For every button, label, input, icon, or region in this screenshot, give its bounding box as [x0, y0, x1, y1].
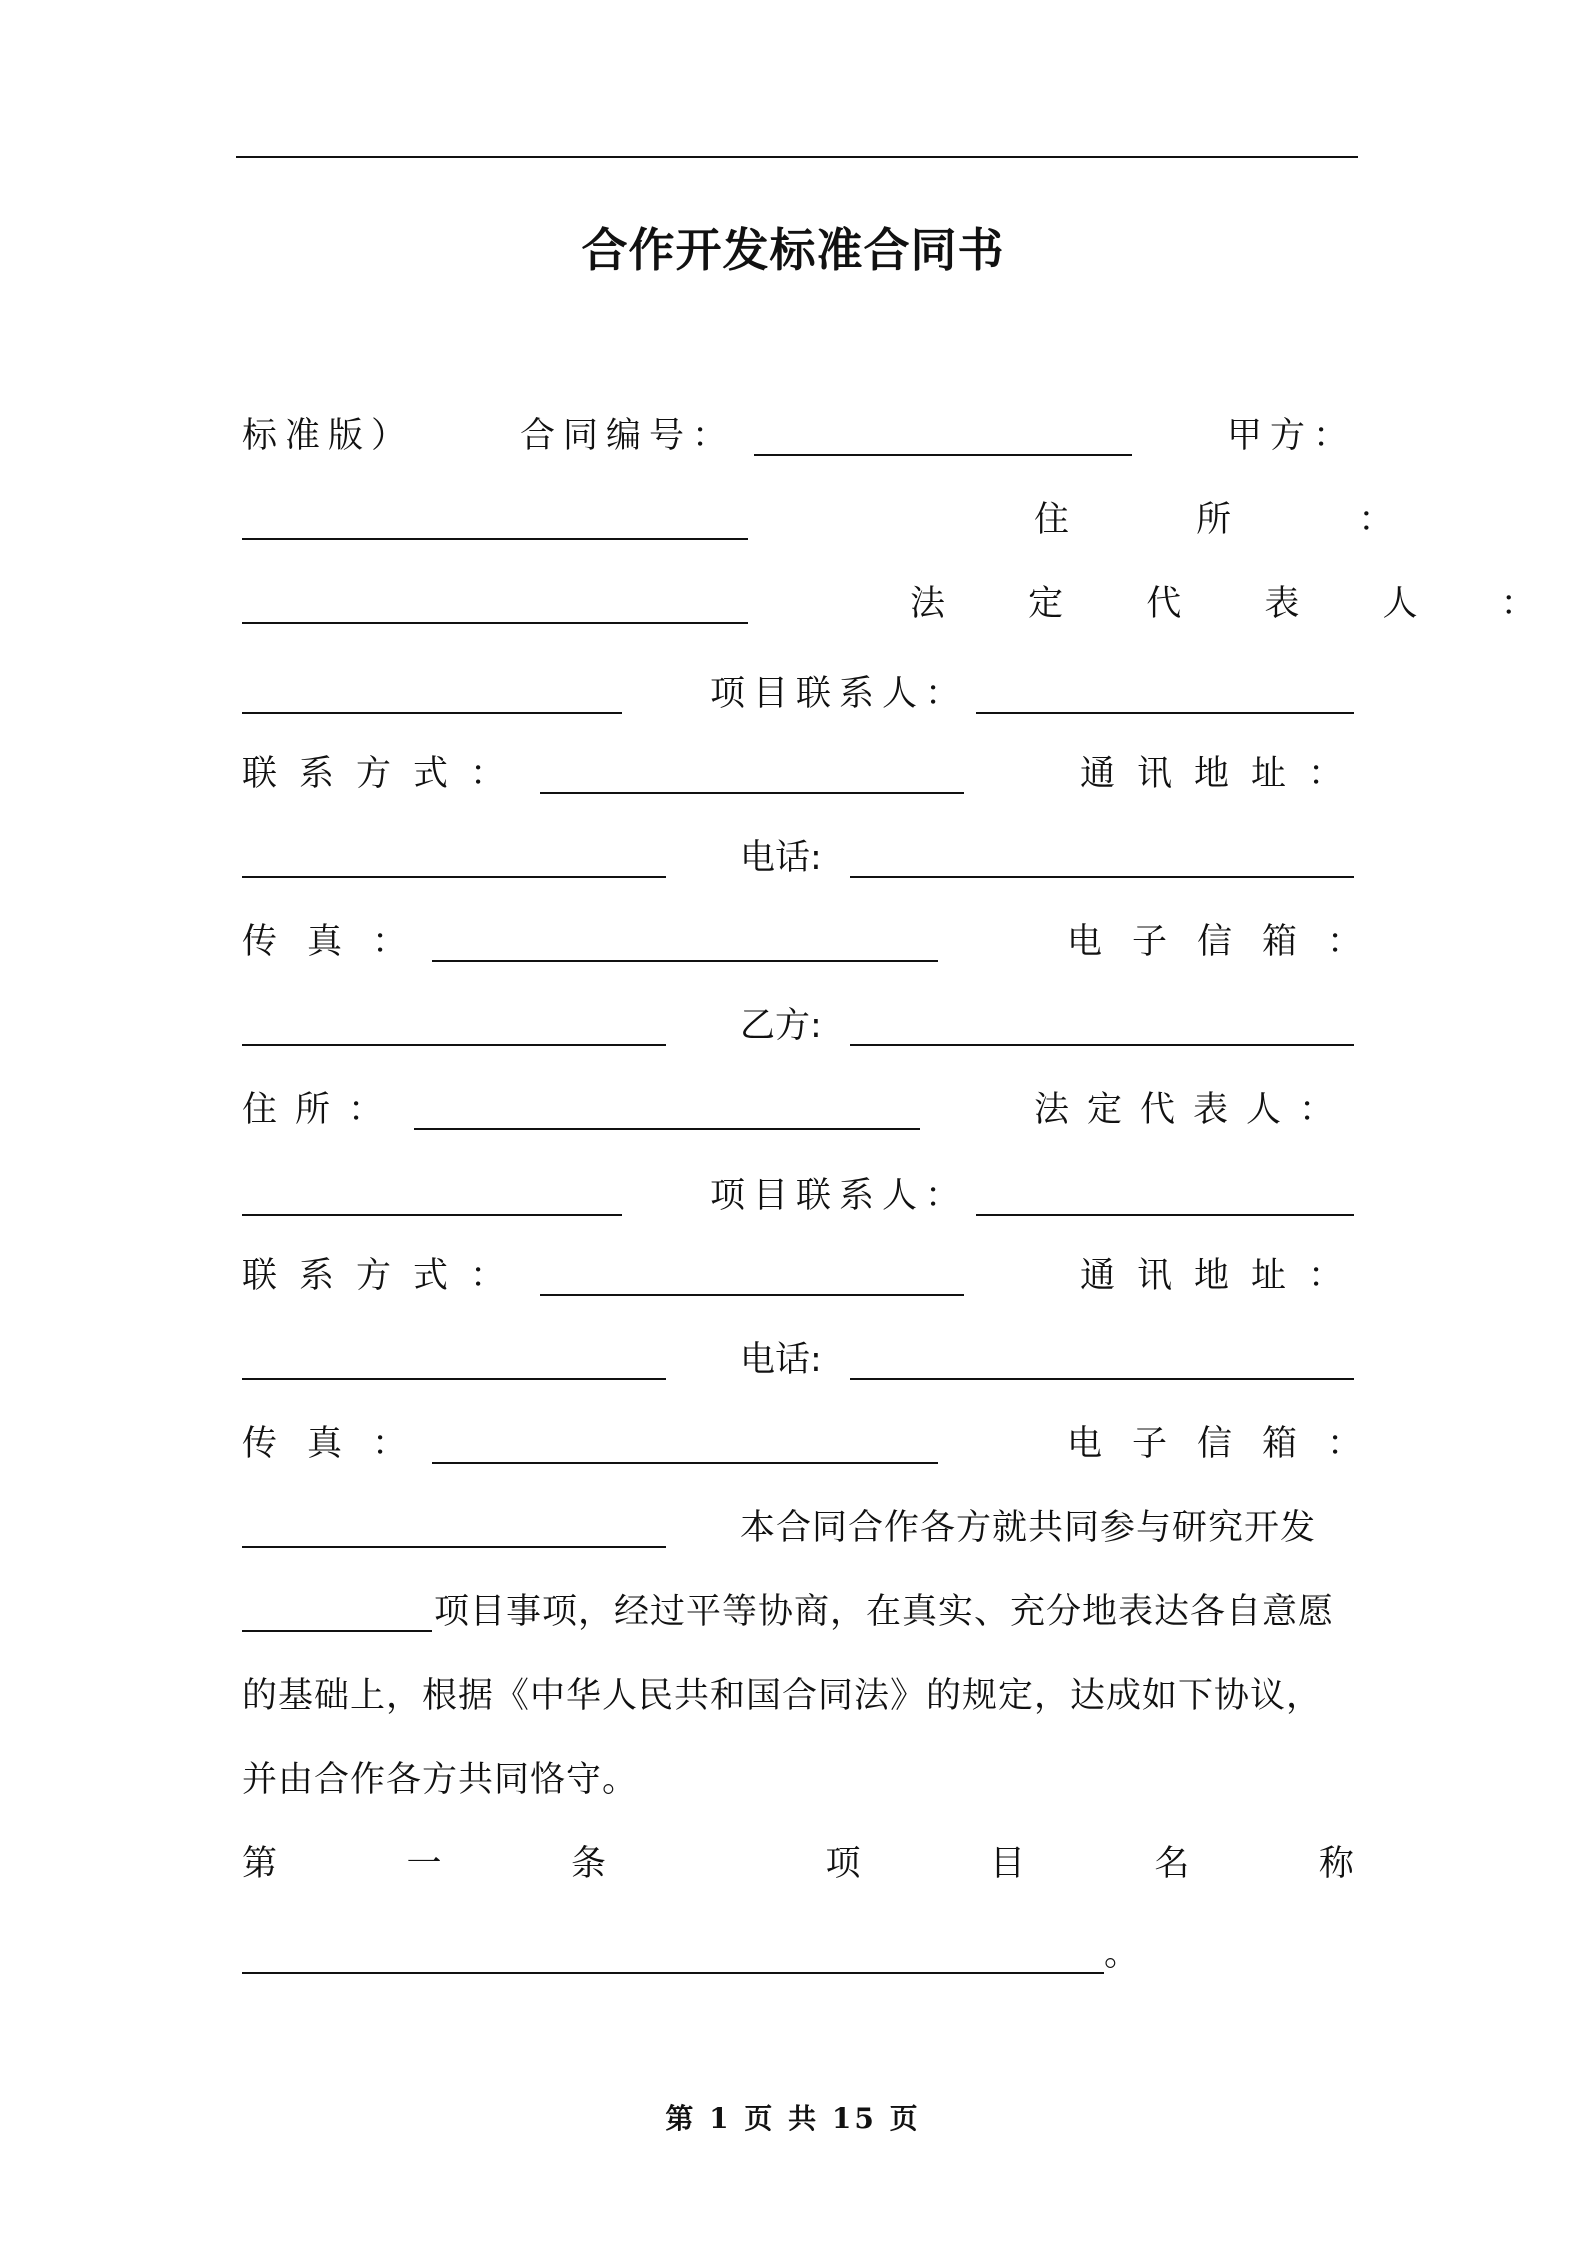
- party-a-phone-label: 电话:: [740, 838, 822, 878]
- article-char: 一: [406, 1844, 442, 1884]
- party-a-mailing-address-label: 通讯地址：: [1080, 754, 1366, 794]
- row-party-a-contact-method: [242, 744, 1366, 804]
- party-a-email-label: 电子信箱：: [1067, 922, 1393, 962]
- party-a-label: 甲方：: [1227, 416, 1357, 456]
- row-contract-number: [242, 406, 1357, 466]
- party-b-address-label: 住所：: [242, 1090, 402, 1130]
- party-a-fax-label: 传真：: [242, 922, 438, 962]
- party-b-email-field[interactable]: [242, 1498, 666, 1558]
- row-party-a-phone: [242, 828, 1354, 888]
- header-rule: [236, 156, 1358, 158]
- row-party-a-address: [242, 490, 1452, 550]
- article-char: 名: [1154, 1844, 1190, 1884]
- article-char: 条: [570, 1844, 606, 1884]
- party-b-phone-field[interactable]: [850, 1330, 1354, 1390]
- row-intro-start: [242, 1498, 1354, 1558]
- period-mark: 。: [1104, 1934, 1140, 1974]
- article-char: 项: [825, 1844, 861, 1884]
- party-a-contact-method-label: 联系方式：: [242, 754, 528, 794]
- article-1-heading-chars: [242, 1834, 1354, 1894]
- party-a-address-field[interactable]: [242, 574, 748, 634]
- party-b-address-field[interactable]: [414, 1080, 920, 1140]
- party-b-fax-label: 传真：: [242, 1424, 438, 1464]
- intro-text-line-2: 项目事项，经过平等协商，在真实、充分地表达各自意愿: [434, 1592, 1335, 1632]
- row-project-name-field: [242, 1924, 1354, 1984]
- version-label: 标准版）: [242, 416, 415, 456]
- party-b-contact-method-label: 联系方式：: [242, 1256, 528, 1296]
- project-name-field[interactable]: [242, 1924, 1104, 1984]
- party-a-project-contact-field[interactable]: [976, 664, 1354, 724]
- party-a-email-field[interactable]: [242, 996, 666, 1056]
- party-a-phone-field[interactable]: [850, 828, 1354, 888]
- party-b-mailing-address-field[interactable]: [242, 1330, 666, 1390]
- party-a-legal-rep-label: 法 定 代 表 人 ：: [910, 584, 1572, 624]
- row-party-b: [242, 996, 1354, 1056]
- row-intro-line-3: [242, 1666, 1354, 1726]
- row-party-b-project-contact: [242, 1166, 1354, 1226]
- party-b-mailing-address-label: 通讯地址：: [1080, 1256, 1366, 1296]
- row-party-a-project-contact: [242, 664, 1354, 724]
- article-1-heading: [242, 1834, 1354, 1894]
- party-b-legal-rep-field[interactable]: [242, 1166, 622, 1226]
- contract-number-label: 合同编号：: [520, 416, 736, 456]
- row-party-b-contact-method: [242, 1246, 1366, 1306]
- intro-text-line-3: 的基础上，根据《中华人民共和国合同法》的规定，达成如下协议，: [242, 1676, 1323, 1716]
- party-b-label: 乙方:: [740, 1006, 822, 1046]
- party-a-contact-method-field[interactable]: [540, 744, 964, 804]
- party-b-project-contact-field[interactable]: [976, 1166, 1354, 1226]
- party-b-phone-label: 电话:: [740, 1340, 822, 1380]
- row-party-a-legal-rep: [242, 574, 1572, 634]
- project-name-inline-field[interactable]: [242, 1582, 432, 1642]
- party-b-fax-field[interactable]: [432, 1414, 938, 1474]
- contract-number-field[interactable]: [754, 406, 1132, 466]
- party-b-contact-method-field[interactable]: [540, 1246, 964, 1306]
- intro-text-line-4: 并由合作各方共同恪守。: [242, 1760, 639, 1800]
- article-char: 第: [242, 1844, 278, 1884]
- row-party-b-address: [242, 1080, 1354, 1140]
- intro-text-start: 本合同合作各方就共同参与研究开发: [740, 1508, 1317, 1548]
- party-b-legal-rep-label: 法定代表人：: [1034, 1090, 1353, 1130]
- document-title: 合作开发标准合同书: [581, 223, 1005, 277]
- row-party-b-fax: [242, 1414, 1393, 1474]
- row-intro-line-4: [242, 1750, 1354, 1810]
- row-intro-line-2: [242, 1582, 1354, 1642]
- party-a-fax-field[interactable]: [432, 912, 938, 972]
- row-party-a-fax: [242, 912, 1393, 972]
- party-b-name-field[interactable]: [850, 996, 1354, 1056]
- page-indicator: 第 1 页 共 15 页: [665, 2102, 921, 2135]
- party-a-address-label: 住 所 ：: [1034, 500, 1452, 540]
- party-a-name-field[interactable]: [242, 490, 748, 550]
- article-char: 称: [1318, 1844, 1354, 1884]
- party-a-legal-rep-field[interactable]: [242, 664, 622, 724]
- article-char: 目: [989, 1844, 1025, 1884]
- party-b-project-contact-label: 项目联系人：: [710, 1176, 969, 1216]
- party-a-project-contact-label: 项目联系人：: [710, 674, 969, 714]
- row-party-b-phone: [242, 1330, 1354, 1390]
- party-b-email-label: 电子信箱：: [1067, 1424, 1393, 1464]
- party-a-mailing-address-field[interactable]: [242, 828, 666, 888]
